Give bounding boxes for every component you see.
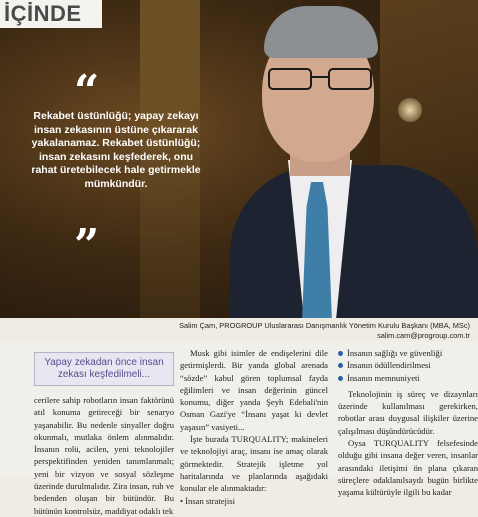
open-quote-icon: “	[74, 66, 100, 117]
pull-quote: Rekabet üstünlüğü; yapay zekayı insan zekasının üstüne çıkararak yakalanamaz. Rekabet üstünlüğü; insan zekasını keşfederek, onu rahat üretebilecek hale getirmekle mümkündür.	[31, 110, 201, 190]
photo-caption: Salim Çam, PROGROUP Uluslararası Danışmanlık Yönetim Kurulu Başkanı (MBA, MSc)	[179, 321, 470, 330]
article-column-3	[338, 347, 478, 499]
column-2-paragraph-1: Musk gibi isimler de endişelerini dile getirmişlerdi. Bir yanda global arenada “sözde” kabul gören toplumsal fayda eğilimleri ve insan değerinin güncel konumu, diğer yanda Şeyh Edebali'nin Osman Gazi'ye “İnsanı yaşat ki devlet yaşasın” vasiyeti...	[180, 348, 328, 432]
caption-email: salim.cam@progroup.com.tr	[377, 331, 470, 340]
column-2-paragraph-3: • İnsan stratejisi	[180, 495, 236, 506]
list-item: İnsanın memnuniyeti	[338, 372, 478, 384]
bullet-icon	[338, 351, 343, 356]
bullet-list	[338, 347, 478, 384]
glasses-icon	[268, 68, 374, 92]
list-item: İnsanın ödüllendirilmesi	[338, 359, 478, 371]
person-hair	[264, 6, 378, 58]
article-column-1	[34, 394, 174, 517]
person-suit	[230, 165, 478, 318]
column-1-text: cerilere sahip robotların insan faktörünü atıl konuma getireceği bir senaryo yaşanabilir. Bu nedenle sinyaller doğru okunmalı, mutlaka önlem alınmalıdır. İnsanın rolü, acilen, yeni teknolojiler perspektifinden yeniden tanımlanmalı; yeni bir vizyon ve sosyal sözleşme üzerinde durulmalıdır. Zira insan, ruh ve bedenden oluşan bir bütündür. Bu bütünün kontrolsüz, maddiyat odaklı tek	[34, 395, 174, 516]
section-title: İÇİNDE	[0, 0, 102, 28]
bullet-icon	[338, 376, 343, 381]
close-quote-icon: ”	[74, 220, 100, 271]
column-3-paragraph-1: Teknolojinin iş süreç ve dizaynları üzerinde kullanılması gerekirken, robotlar arası duygusal ilişkiler üzerine çalışılması düşündürücüdür.	[338, 388, 478, 436]
column-3-paragraph-2: Oysa TURQUALITY felsefesinde olduğu gibi insana değer veren, insanlar arasındaki iletişimi ön plana çıkaran süreçlere odaklanılsaydı bugün birlikte yaşama kültürüyle ilgili bu kadar	[338, 438, 478, 498]
article-subheading: Yapay zekadan önce insan zekası keşfedilmeli...	[34, 352, 174, 386]
column-2-paragraph-2: İşte burada TURQUALITY; makineleri ve teknolojiyi araç, insanı ise amaç olarak görmektedir. Stratejik işletme yol haritalarında ve planlarında aşağıdaki konular ele alınmaktadır:	[180, 434, 328, 494]
list-item: İnsanın sağlığı ve güvenliği	[338, 347, 478, 359]
background-lamp	[398, 98, 422, 122]
bullet-icon	[338, 363, 343, 368]
article-column-2	[180, 347, 328, 507]
